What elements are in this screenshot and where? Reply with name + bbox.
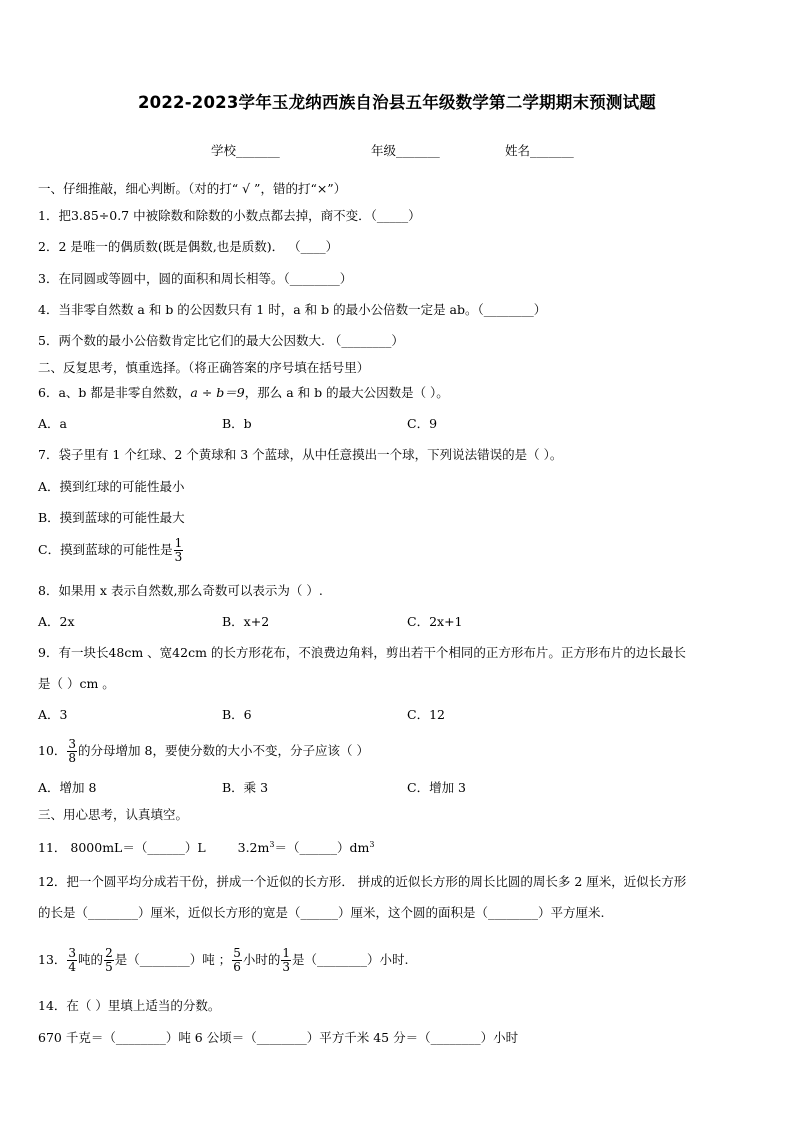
question-7-option-b: B．摸到蓝球的可能性最大 — [38, 510, 185, 525]
school-field: 学校_______ — [211, 143, 280, 158]
question-10 — [38, 738, 369, 765]
section-2-heading: 二、反复思考，慎重选择。（将正确答案的序号填在括号里） — [38, 360, 370, 375]
question-4: 4．当非零自然数 a 和 b 的公因数只有 1 时，a 和 b 的最小公倍数一定是 ab。（________） — [38, 302, 547, 317]
question-7-option-c — [38, 537, 184, 564]
fraction — [67, 947, 77, 974]
fraction-three-eighths — [67, 738, 77, 765]
question-7-option-c-text: C．摸到蓝球的可能性是 — [38, 542, 173, 557]
question-12-line-2: 的长是（________）厘米，近似长方形的宽是（______）厘米，这个圆的面积是（________）平方厘米. — [38, 905, 605, 920]
question-13-text-1: 吨的 — [78, 952, 104, 967]
question-14: 14．在（ ）里填上适当的分数。 — [38, 998, 221, 1013]
question-8-option-c: C．2x+1 — [407, 614, 463, 629]
fraction-denominator: 3 — [282, 960, 290, 974]
section-3-heading: 三、用心思考，认真填空。 — [38, 807, 189, 822]
question-13 — [38, 942, 408, 978]
question-7: 7．袋子里有 1 个红球、2 个黄球和 3 个蓝球，从中任意摸出一个球，下列说法错误的是（ ）。 — [38, 447, 563, 462]
question-9-option-a: A．3 — [38, 707, 68, 722]
question-13-text-3: 小时的 — [242, 952, 281, 967]
fraction-denominator: 8 — [68, 751, 77, 765]
question-10-option-b: B．乘 3 — [222, 780, 269, 795]
question-6-option-c: C．9 — [407, 416, 438, 431]
question-6-option-a: A．a — [38, 416, 67, 431]
question-6-expr: a ÷ b＝9 — [190, 385, 245, 400]
question-13-number: 13． — [38, 952, 67, 967]
question-8-option-b: B．x+2 — [222, 614, 270, 629]
cube-superscript: 3 — [269, 840, 275, 849]
section-1-heading: 一、仔细推敲，细心判断。（对的打“ √ ”，错的打“×”） — [38, 181, 347, 196]
fraction-denominator: 4 — [68, 960, 77, 974]
fraction-denominator: 3 — [174, 550, 183, 564]
question-3: 3．在同圆或等圆中，圆的面积和周长相等。（________） — [38, 271, 353, 286]
question-5: 5．两个数的最小公倍数肯定比它们的最大公因数大. （________） — [38, 333, 404, 348]
question-9-option-c: C．12 — [407, 707, 445, 722]
fraction-denominator: 5 — [105, 960, 113, 974]
grade-field: 年级_______ — [371, 143, 440, 158]
fraction-numerator: 2 — [105, 946, 113, 960]
question-14-items: 670 千克＝（________）吨 6 公顷＝（________）平方千米 45 分＝（________）小时 — [38, 1030, 519, 1045]
question-11 — [38, 837, 374, 856]
question-10-text: 的分母增加 8，要使分数的大小不变，分子应该（ ） — [78, 743, 369, 758]
question-12-line-1: 12．把一个圆平均分成若干份，拼成一个近似的长方形． 拼成的近似长方形的周长比圆的周长多 2 厘米，近似长方形 — [38, 874, 687, 889]
question-1: 1．把3.85÷0.7 中被除数和除数的小数点都去掉，商不变．（_____） — [38, 208, 421, 223]
question-10-option-c: C．增加 3 — [407, 780, 466, 795]
question-6 — [38, 385, 449, 401]
question-9-line-2: 是（ ）cm 。 — [38, 676, 115, 691]
question-13-text-2: 是（________）吨 ； — [114, 952, 232, 967]
question-6-pre: 6．a、b 都是非零自然数， — [38, 385, 191, 400]
question-6-option-b: B．b — [222, 416, 252, 431]
fraction — [232, 947, 242, 974]
question-9-line-1: 9．有一块长48cm 、宽42cm 的长方形花布，不浪费边角料，剪出若干个相同的正方形布片。正方形布片的边长最长 — [38, 645, 686, 660]
question-10-number: 10． — [38, 743, 67, 758]
cube-superscript: 3 — [369, 840, 375, 849]
question-8: 8．如果用 x 表示自然数,那么奇数可以表示为（ ）. — [38, 583, 323, 598]
fraction-numerator: 5 — [233, 946, 241, 960]
question-11-part-b-post: ＝（______）dm — [274, 840, 370, 856]
question-13-text-4: 是（________）小时. — [291, 952, 409, 967]
fraction-denominator: 6 — [233, 960, 241, 974]
question-8-option-a: A．2x — [38, 614, 75, 629]
name-field: 姓名_______ — [505, 143, 574, 158]
question-10-option-a: A．增加 8 — [38, 780, 97, 795]
fraction-numerator: 1 — [282, 946, 290, 960]
fraction-numerator: 3 — [68, 946, 77, 960]
question-7-option-a: A．摸到红球的可能性最小 — [38, 479, 185, 494]
question-2: 2．2 是唯一的偶质数(既是偶数,也是质数)． （____） — [38, 239, 339, 254]
fraction — [281, 947, 291, 974]
fraction-one-third — [174, 537, 184, 564]
question-9-option-b: B．6 — [222, 707, 252, 722]
fraction-numerator: 1 — [174, 536, 183, 550]
fraction-numerator: 3 — [68, 737, 77, 751]
question-11-part-a: 11． 8000mL＝（______）L — [38, 840, 206, 856]
fraction — [104, 947, 114, 974]
page-title: 2022-2023学年玉龙纳西族自治县五年级数学第二学期期末预测试题 — [138, 93, 656, 112]
question-11-part-b: 3.2m — [237, 840, 270, 856]
question-6-post: ，那么 a 和 b 的最大公因数是（ ）。 — [244, 385, 449, 400]
